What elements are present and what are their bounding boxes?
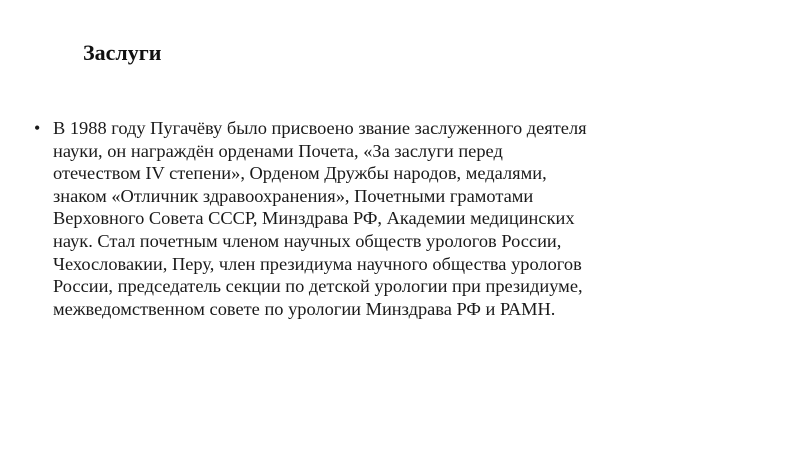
text-line: наук. Стал почетным членом научных обществ урологов России, (53, 230, 562, 251)
text-line: знаком «Отличник здравоохранения», Почетными грамотами (53, 185, 534, 206)
bullet-text (53, 117, 764, 320)
text-line: науки, он награждён орденами Почета, «За заслуги перед (53, 140, 503, 161)
bullet-marker: • (34, 118, 41, 138)
slide-title: Заслуги (83, 40, 162, 65)
text-line: межведомственном совете по урологии Минздрава РФ и РАМН. (53, 298, 556, 319)
text-line: В 1988 году Пугачёву было присвоено звание заслуженного деятеля (53, 118, 587, 138)
text-line: России, председатель секции по детской урологии при президиуме, (53, 276, 583, 297)
bullet-item (34, 117, 764, 320)
text-line: Верховного Совета СССР, Минздрава РФ, Академии медицинских (53, 208, 575, 229)
text-line: отечеством IV степени», Орденом Дружбы народов, медалями, (53, 163, 547, 184)
slide-content (34, 117, 764, 320)
text-line: Чехословакии, Перу, член президиума научного общества урологов (53, 253, 582, 274)
